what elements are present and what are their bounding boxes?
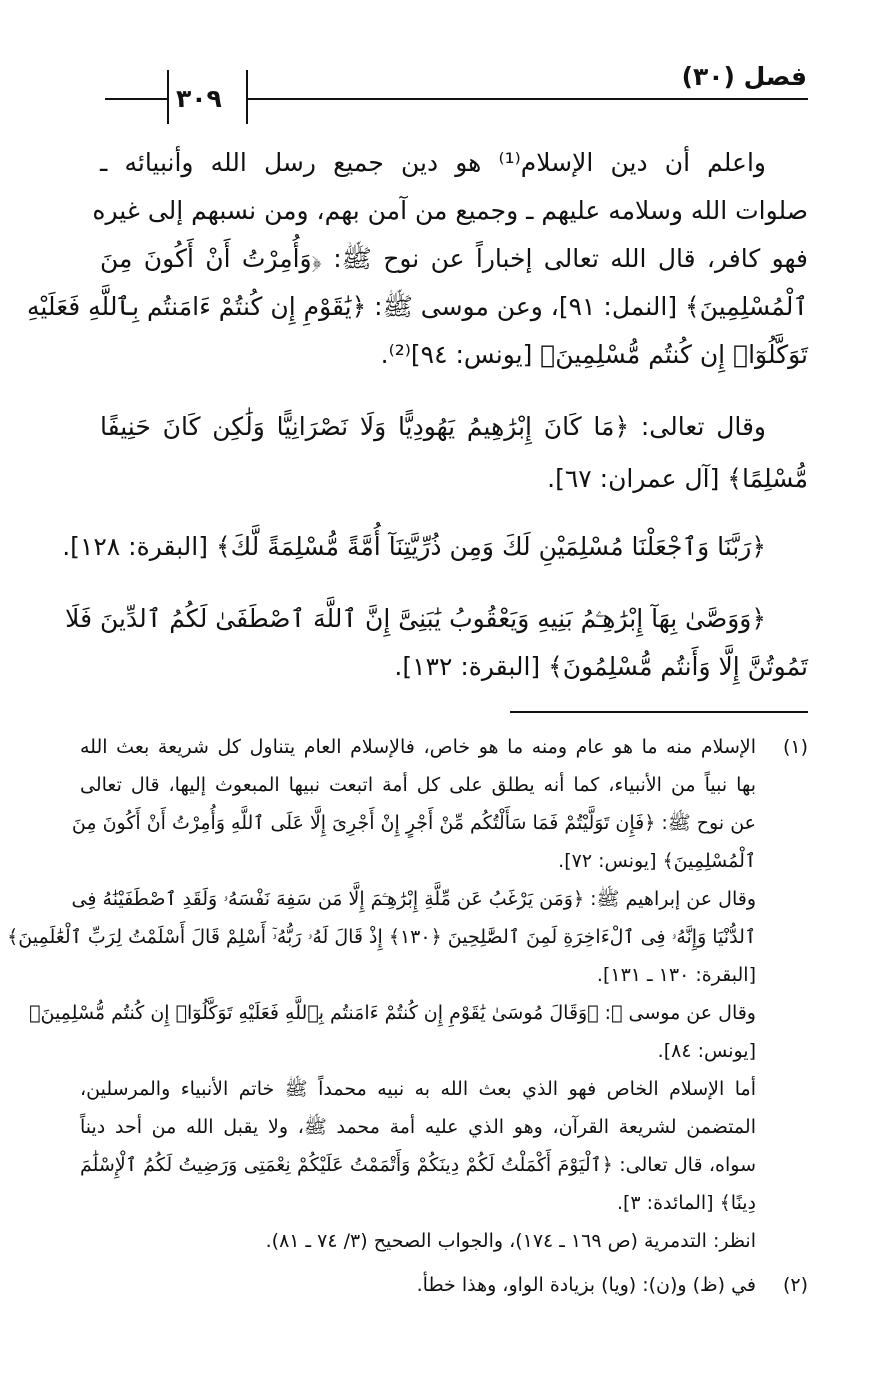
footnote-line: وقال عن موسى ﷺ: ﴿وَقَالَ مُوسَىٰ يَٰقَوْمِ إِن كُنتُمْ ءَامَنتُم بِٱللَّهِ فَعَلَيْهِ تَوَكَّلُوٓا۟ إِن كُنتُم مُّسْلِمِينَ﴾ (29, 1002, 756, 1024)
footnote-line: أما الإسلام الخاص فهو الذي بعث الله به نبيه محمداً ﷺ خاتم الأنبياء والمرسلين، (80, 1078, 756, 1100)
header-rule (105, 98, 167, 100)
header-rule (248, 98, 808, 100)
footnote-line: عن نوح ﷺ: ﴿فَإِن تَوَلَّيْتُمْ فَمَا سَأَلْتُكُم مِّنْ أَجْرٍ إِنْ أَجْرِىَ إِلَّا عَلَى ٱللَّهِ وَأُمِرْتُ أَنْ أَكُونَ مِنَ (71, 812, 756, 834)
text-line: تَوَكَّلُوٓا۟ إِن كُنتُم مُّسْلِمِينَ﴾ [يونس: ٩٤]⁽²⁾. (380, 340, 808, 369)
chapter-heading: فصل (٣٠) (681, 62, 807, 91)
text-line: صلوات الله وسلامه عليهم ـ وجميع من آمن بهم، ومن نسبهم إلى غيره (92, 196, 808, 225)
main-text (26, 140, 808, 700)
page-number: ٣٠٩ (176, 84, 222, 113)
header-rule-tick (167, 70, 169, 124)
footnote-2-number: (٢) (782, 1274, 808, 1296)
footnote-line: ٱلْمُسْلِمِينَ﴾ [يونس: ٧٢]. (558, 850, 756, 872)
footnote-1-number: (١) (782, 736, 808, 758)
footnote-line: دِينًا﴾ [المائدة: ٣]. (616, 1192, 756, 1214)
quran-verse-line: ﴿وَوَصَّىٰ بِهَآ إِبْرَٰهِـۧمُ بَنِيهِ وَيَعْقُوبُ يَٰبَنِىَّ إِنَّ ٱللَّهَ ٱصْطَفَىٰ لَكُمُ ٱلدِّينَ فَلَا (65, 604, 766, 633)
footnote-line: انظر: التدمرية (ص ١٦٩ ـ ١٧٤)، والجواب الصحيح (٣/ ٧٤ ـ ٨١). (265, 1230, 756, 1252)
text-line: وقال تعالى: ﴿مَا كَانَ إِبْرَٰهِيمُ يَهُودِيًّا وَلَا نَصْرَانِيًّا وَلَٰكِن كَانَ حَنِيفًا (100, 412, 766, 441)
footnote-line: الإسلام منه ما هو عام ومنه ما هو خاص، فالإسلام العام يتناول كل شريعة بعث الله (80, 736, 756, 758)
text-line: واعلم أن دين الإسلام⁽¹⁾ هو دين جميع رسل الله وأنبيائه ـ (100, 148, 766, 177)
footnote-line: [البقرة: ١٣٠ ـ ١٣١]. (596, 964, 756, 986)
footnote-separator (510, 711, 808, 713)
text-line: فهو كافر، قال الله تعالى إخباراً عن نوح ﷺ: ﴿وَأُمِرْتُ أَنْ أَكُونَ مِنَ (100, 244, 808, 273)
footnote-line: المتضمن لشريعة القرآن، وهو الذي عليه أمة محمد ﷺ، ولا يقبل الله من أحد ديناً (80, 1116, 756, 1138)
footnote-line: بها نبياً من الأنبياء، كما أنه يطلق على كل أمة اتبعت نبيها المبعوث إليها، قال تعالى (80, 774, 756, 796)
footnote-line: ٱلدُّنْيَا وَإِنَّهُۥ فِى ٱلْءَاخِرَةِ لَمِنَ ٱلصَّٰلِحِينَ ﴿١٣٠﴾ إِذْ قَالَ لَهُۥ رَبُّهُۥٓ أَسْلِمْ قَالَ أَسْلَمْتُ لِرَبِّ ٱلْعَٰلَمِينَ﴾ (7, 926, 756, 948)
footnote-line: سواه، قال تعالى: ﴿ٱلْيَوْمَ أَكْمَلْتُ لَكُمْ دِينَكُمْ وَأَتْمَمْتُ عَلَيْكُمْ نِعْمَتِى وَرَضِيتُ لَكُمُ ٱلْإِسْلَٰمَ (80, 1154, 756, 1176)
quran-verse-line: ﴿رَبَّنَا وَٱجْعَلْنَا مُسْلِمَيْنِ لَكَ وَمِن ذُرِّيَّتِنَآ أُمَّةً مُّسْلِمَةً لَّكَ﴾ [البقرة: ١٢٨]. (62, 532, 766, 561)
header-rule-tick (246, 70, 248, 124)
footnote-line: وقال عن إبراهيم ﷺ: ﴿وَمَن يَرْغَبُ عَن مِّلَّةِ إِبْرَٰهِـۧمَ إِلَّا مَن سَفِهَ نَفْسَهُۥ وَلَقَدِ ٱصْطَفَيْنَٰهُ فِى (71, 888, 756, 910)
footnote-line: [يونس: ٨٤]. (657, 1040, 756, 1062)
text-line: ٱلْمُسْلِمِينَ﴾ [النمل: ٩١]، وعن موسى ﷺ: ﴿يَٰقَوْمِ إِن كُنتُمْ ءَامَنتُم بِٱللَّهِ فَعَلَيْهِ (26, 292, 808, 321)
quran-verse-line: تَمُوتُنَّ إِلَّا وَأَنتُم مُّسْلِمُونَ﴾ [البقرة: ١٣٢]. (394, 652, 808, 681)
footnotes (7, 728, 808, 1328)
text-line: مُّسْلِمًا﴾ [آل عمران: ٦٧]. (547, 464, 808, 493)
footnote-line: في (ظ) و(ن): (ويا) بزيادة الواو، وهذا خطأ. (416, 1274, 756, 1296)
